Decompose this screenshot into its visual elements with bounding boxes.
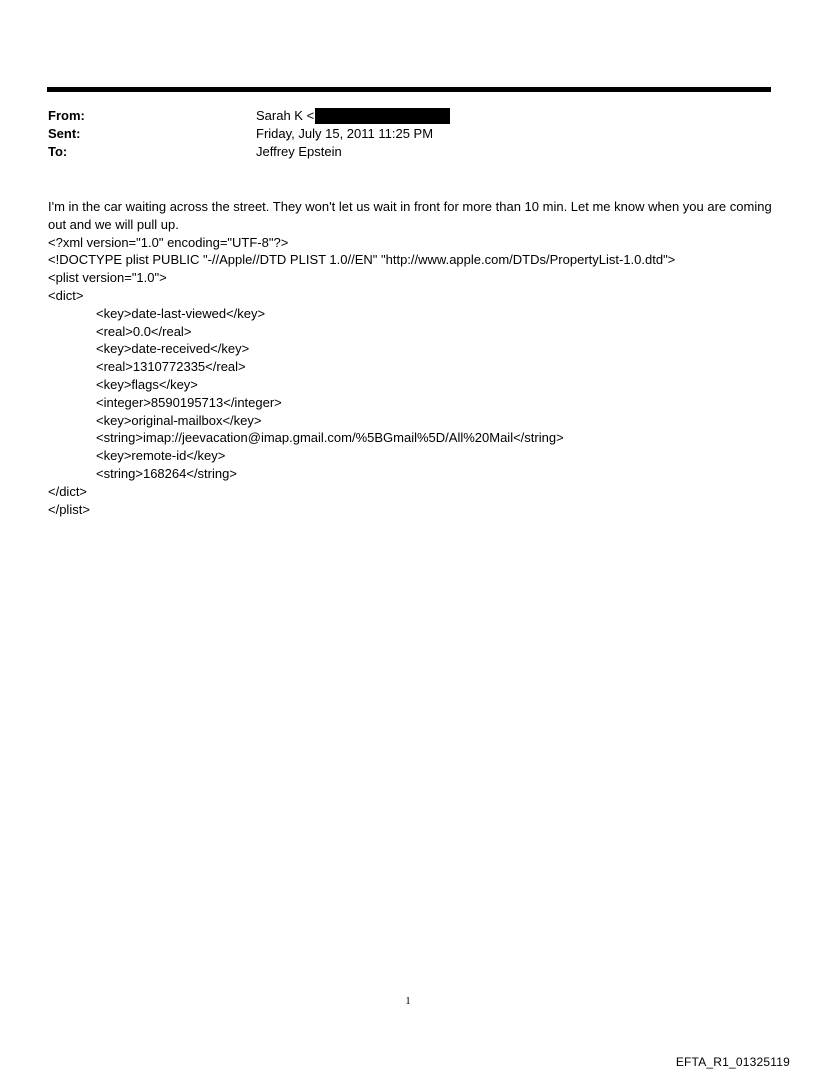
plist-line: <integer>8590195713</integer>: [96, 394, 282, 410]
plist-line: <?xml version="1.0" encoding="UTF-8"?>: [48, 234, 289, 250]
redaction-box: [315, 108, 450, 124]
plist-block: [48, 234, 773, 519]
plist-line: <key>date-received</key>: [96, 341, 250, 357]
to-row: [48, 143, 768, 161]
sent-value: Friday, July 15, 2011 11:25 PM: [256, 126, 434, 141]
from-sender: Sarah K <: [256, 108, 315, 123]
plist-line: </plist>: [48, 501, 90, 517]
plist-line: <key>date-last-viewed</key>: [96, 305, 266, 321]
plist-line: </dict>: [48, 483, 88, 499]
from-label: From:: [48, 108, 85, 123]
plist-line: <real>1310772335</real>: [96, 359, 246, 375]
plist-line: <key>original-mailbox</key>: [96, 412, 262, 428]
email-header: [48, 107, 768, 161]
sent-row: [48, 125, 768, 143]
plist-line: <key>remote-id</key>: [96, 448, 226, 464]
header-divider: [47, 87, 771, 92]
sent-label: Sent:: [48, 126, 81, 141]
from-row: [48, 107, 768, 125]
from-value: [256, 107, 450, 125]
plist-line: <string>168264</string>: [96, 465, 237, 481]
plist-line: <key>flags</key>: [96, 376, 198, 392]
plist-line: <string>imap://jeevacation@imap.gmail.com/%5BGmail%5D/All%20Mail</string>: [96, 430, 564, 446]
plist-line: <!DOCTYPE plist PUBLIC "-//Apple//DTD PLIST 1.0//EN" "http://www.apple.com/DTDs/PropertyList-1.0.dtd">: [48, 252, 676, 268]
plist-line: <real>0.0</real>: [96, 323, 192, 339]
message-text: I'm in the car waiting across the street. They won't let us wait in front for more than 10 min. Let me know when you are coming out and we will pull up.: [48, 199, 772, 232]
page-number: 1: [405, 995, 411, 1007]
plist-line: <plist version="1.0">: [48, 270, 167, 286]
plist-line: <dict>: [48, 287, 84, 303]
document-id: EFTA_R1_01325119: [675, 1055, 790, 1069]
email-body: [48, 198, 773, 518]
to-value: Jeffrey Epstein: [256, 144, 342, 159]
to-label: To:: [48, 144, 68, 159]
